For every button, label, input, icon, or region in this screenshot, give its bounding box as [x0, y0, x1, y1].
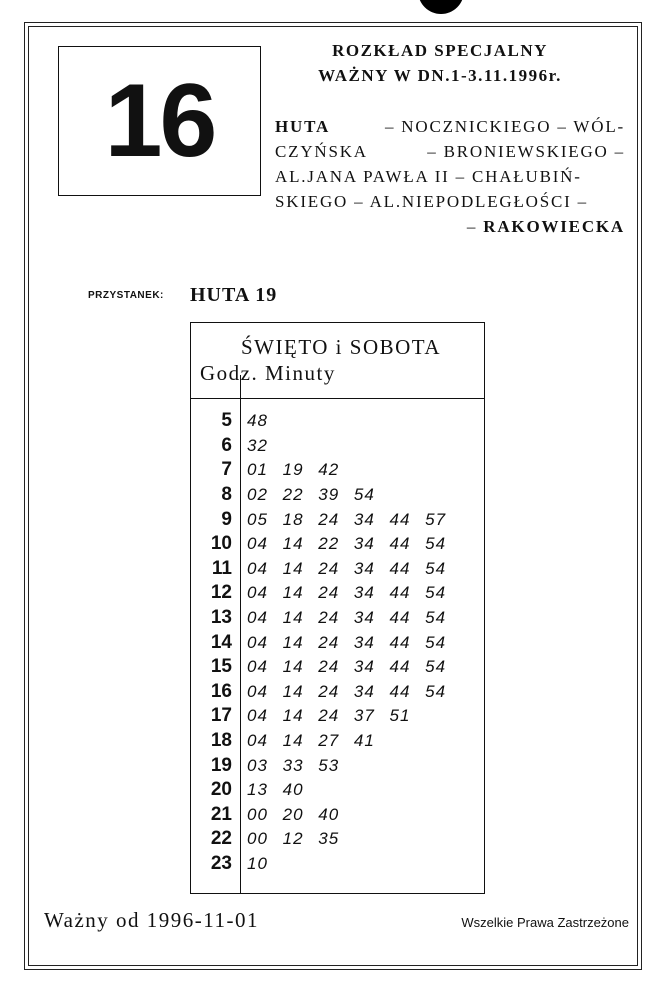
timetable-divider-horizontal: [191, 398, 484, 399]
minutes-cell: 04 14 24 34 44 54: [247, 558, 447, 578]
timetable-row: [191, 532, 484, 557]
hour-cell: 19: [210, 754, 232, 776]
timetable-row: [191, 680, 484, 705]
hour-cell: 10: [210, 533, 232, 555]
timetable-row: [191, 434, 484, 459]
timetable-row: [191, 483, 484, 508]
timetable: [190, 322, 485, 894]
route-line-3: [275, 164, 625, 189]
hour-cell: 8: [221, 484, 232, 506]
timetable-row: [191, 729, 484, 754]
timetable-row: [191, 409, 484, 434]
route-segment: SKIEGO – AL.NIEPODLEGŁOŚCI –: [275, 192, 588, 211]
minutes-cell: 04 14 24 34 44 54: [247, 681, 447, 701]
minutes-cell: 04 14 24 34 44 54: [247, 608, 447, 628]
timetable-row: [191, 581, 484, 606]
hour-cell: 7: [221, 459, 232, 481]
route-dash: –: [466, 217, 478, 236]
minutes-cell: 32: [247, 435, 268, 455]
hour-cell: 20: [210, 779, 232, 801]
timetable-row: [191, 630, 484, 655]
copyright-notice: Wszelkie Prawa Zastrzeżone: [461, 915, 629, 930]
timetable-row: [191, 606, 484, 631]
route-segment: AL.JANA PAWŁA II – CHAŁUBIŃ-: [275, 167, 582, 186]
timetable-rows: [191, 409, 484, 876]
hour-cell: 13: [210, 607, 232, 629]
timetable-header: Godz. Minuty: [200, 361, 336, 385]
route-end-stop: RAKOWIECKA: [483, 217, 625, 236]
route-start-stop: HUTA: [275, 117, 331, 136]
timetable-row: [191, 655, 484, 680]
timetable-row: [191, 753, 484, 778]
hour-cell: 9: [221, 508, 232, 530]
timetable-title: ŚWIĘTO i SOBOTA: [241, 335, 442, 359]
minutes-cell: 04 14 22 34 44 54: [247, 534, 447, 554]
timetable-row: [191, 852, 484, 877]
valid-from-date: Ważny od 1996-11-01: [44, 908, 259, 932]
line-number: 16: [104, 63, 215, 179]
hour-cell: 12: [210, 582, 232, 604]
minutes-cell: 01 19 42: [247, 460, 340, 480]
route-segment: – NOCZNICKIEGO – WÓL-: [384, 117, 625, 136]
minutes-cell: 02 22 39 54: [247, 485, 375, 505]
route-line-1: [275, 114, 625, 139]
minutes-cell: 00 12 35: [247, 829, 340, 849]
timetable-row: [191, 778, 484, 803]
hour-cell: 11: [211, 557, 232, 579]
hour-cell: 23: [210, 852, 232, 874]
minutes-cell: 04 14 24 34 44 54: [247, 583, 447, 603]
hour-cell: 15: [210, 656, 232, 678]
minutes-cell: 05 18 24 34 44 57: [247, 509, 447, 529]
hour-cell: 16: [210, 680, 232, 702]
minutes-cell: 04 14 24 34 44 54: [247, 657, 447, 677]
hour-cell: 6: [221, 434, 232, 456]
stop-label: PRZYSTANEK:: [88, 290, 164, 301]
timetable-row: [191, 507, 484, 532]
hour-cell: 17: [210, 705, 232, 727]
timetable-row: [191, 827, 484, 852]
minutes-cell: 00 20 40: [247, 804, 340, 824]
route-line-5: [275, 214, 625, 239]
special-schedule-line-1: ROZKŁAD SPECJALNY: [332, 41, 548, 60]
minutes-cell: 04 14 27 41: [247, 731, 375, 751]
route-segment: – BRONIEWSKIEGO –: [427, 142, 625, 161]
minutes-cell: 03 33 53: [247, 755, 340, 775]
minutes-cell: 04 14 24 37 51: [247, 706, 411, 726]
timetable-row: [191, 458, 484, 483]
route-line-4: [275, 189, 625, 214]
stop-name: HUTA 19: [190, 284, 278, 306]
hour-cell: 5: [221, 410, 232, 432]
route-line-2: [275, 139, 625, 164]
minutes-cell: 48: [247, 411, 268, 431]
hour-cell: 22: [210, 828, 232, 850]
timetable-row: [191, 803, 484, 828]
line-number-box: [58, 46, 261, 196]
hour-cell: 18: [210, 730, 232, 752]
minutes-cell: 10: [247, 853, 268, 873]
hour-cell: 14: [210, 631, 232, 653]
route-segment: CZYŃSKA: [275, 142, 368, 161]
timetable-row: [191, 704, 484, 729]
hour-cell: 21: [210, 803, 232, 825]
special-schedule-title: [290, 38, 590, 88]
special-schedule-line-2: WAŻNY W DN.1-3.11.1996r.: [318, 66, 562, 85]
top-ink-mark: [418, 0, 464, 14]
route-description: [275, 114, 625, 239]
minutes-cell: 04 14 24 34 44 54: [247, 632, 447, 652]
timetable-row: [191, 557, 484, 582]
minutes-cell: 13 40: [247, 780, 304, 800]
